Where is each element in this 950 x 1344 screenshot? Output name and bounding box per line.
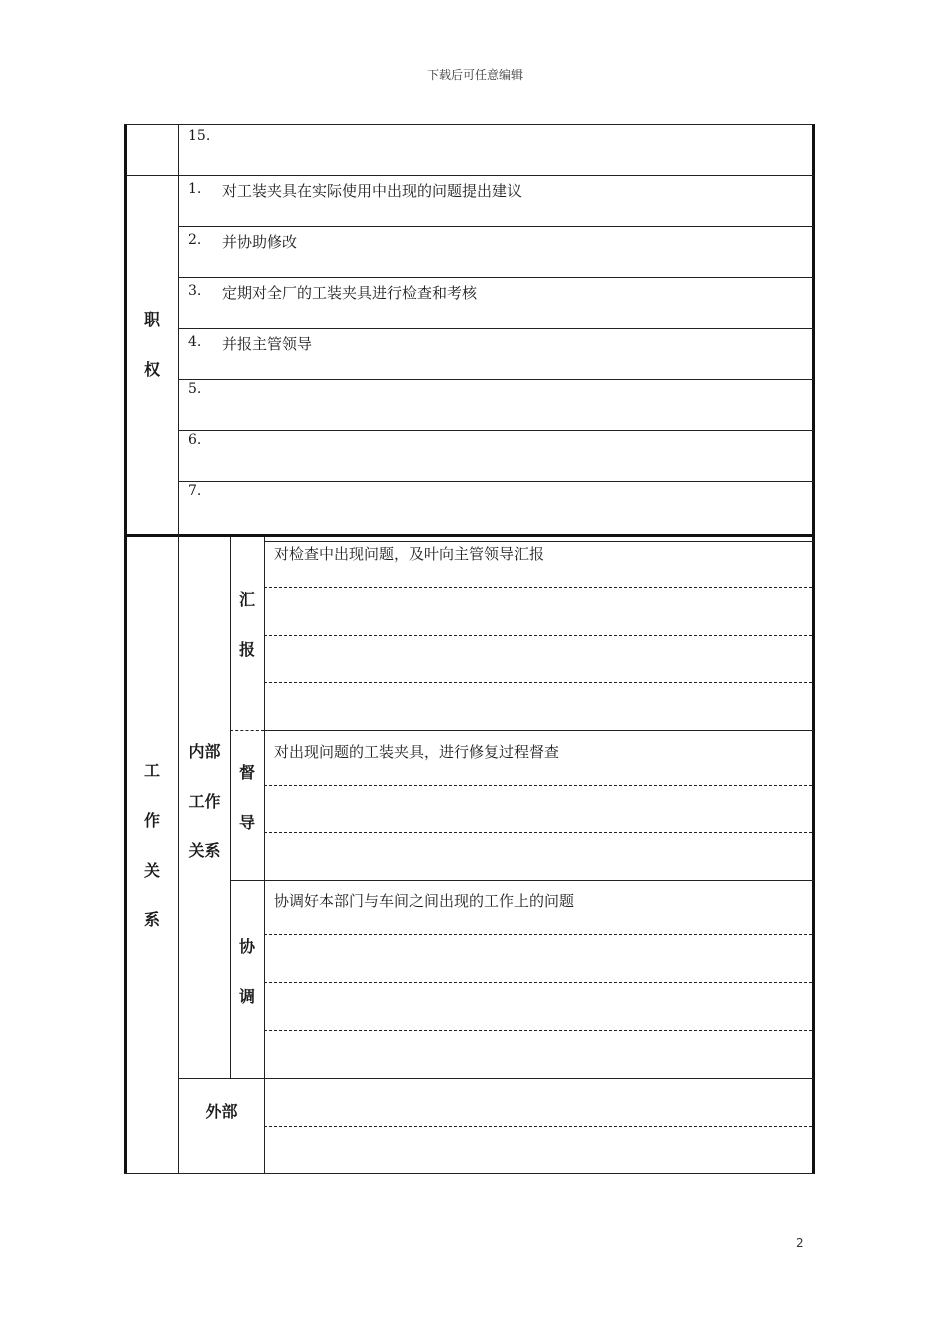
- table-left-border: [124, 124, 127, 1174]
- internal-label-line-2: 工作: [188, 792, 221, 811]
- coordinate-text: 协调好本部门与车间之间出现的工作上的问题: [274, 892, 575, 910]
- authority-row-text: 并报主管领导: [222, 335, 313, 353]
- report-label-char-2: 报: [238, 640, 255, 659]
- authority-row-number: 3.: [188, 283, 202, 299]
- header-note: 下载后可任意编辑: [426, 68, 523, 82]
- authority-row-number: 4.: [188, 334, 202, 350]
- report-label-char-1: 汇: [238, 590, 255, 609]
- authority-row-text: 并协助修改: [222, 233, 298, 251]
- internal-label-line-1: 内部: [188, 742, 221, 761]
- authority-row-number: 1.: [188, 181, 202, 197]
- table-right-border: [812, 124, 815, 1174]
- row-15-number: 15.: [188, 128, 211, 144]
- work-relations-label-char-3: 关: [143, 861, 160, 880]
- section-divider: [124, 534, 815, 537]
- work-relations-label-char-1: 工: [143, 761, 160, 780]
- authority-row-number: 2.: [188, 232, 202, 248]
- authority-row-text: 定期对全厂的工装夹具进行检查和考核: [222, 284, 478, 302]
- work-relations-label-char-4: 系: [143, 910, 160, 929]
- report-text: 对检查中出现问题，及叶向主管领导汇报: [274, 545, 545, 563]
- work-relations-label-char-2: 作: [143, 811, 160, 830]
- external-label: 外部: [205, 1102, 238, 1121]
- supervise-label-char-2: 导: [238, 813, 255, 832]
- authority-row-number: 5.: [188, 381, 202, 397]
- supervise-text: 对出现问题的工装夹具，进行修复过程督查: [274, 743, 560, 761]
- internal-label-line-3: 关系: [188, 841, 221, 860]
- authority-row-text: 对工装夹具在实际使用中出现的问题提出建议: [222, 182, 523, 200]
- authority-row-number: 6.: [188, 432, 202, 448]
- supervise-label-char-1: 督: [238, 763, 255, 782]
- authority-label-char-1: 职: [143, 310, 160, 329]
- authority-row-number: 7.: [188, 483, 202, 499]
- coordinate-label-char-2: 调: [238, 987, 255, 1006]
- page-number: 2: [796, 1236, 804, 1250]
- coordinate-label-char-1: 协: [238, 937, 255, 956]
- authority-label-char-2: 权: [143, 360, 160, 379]
